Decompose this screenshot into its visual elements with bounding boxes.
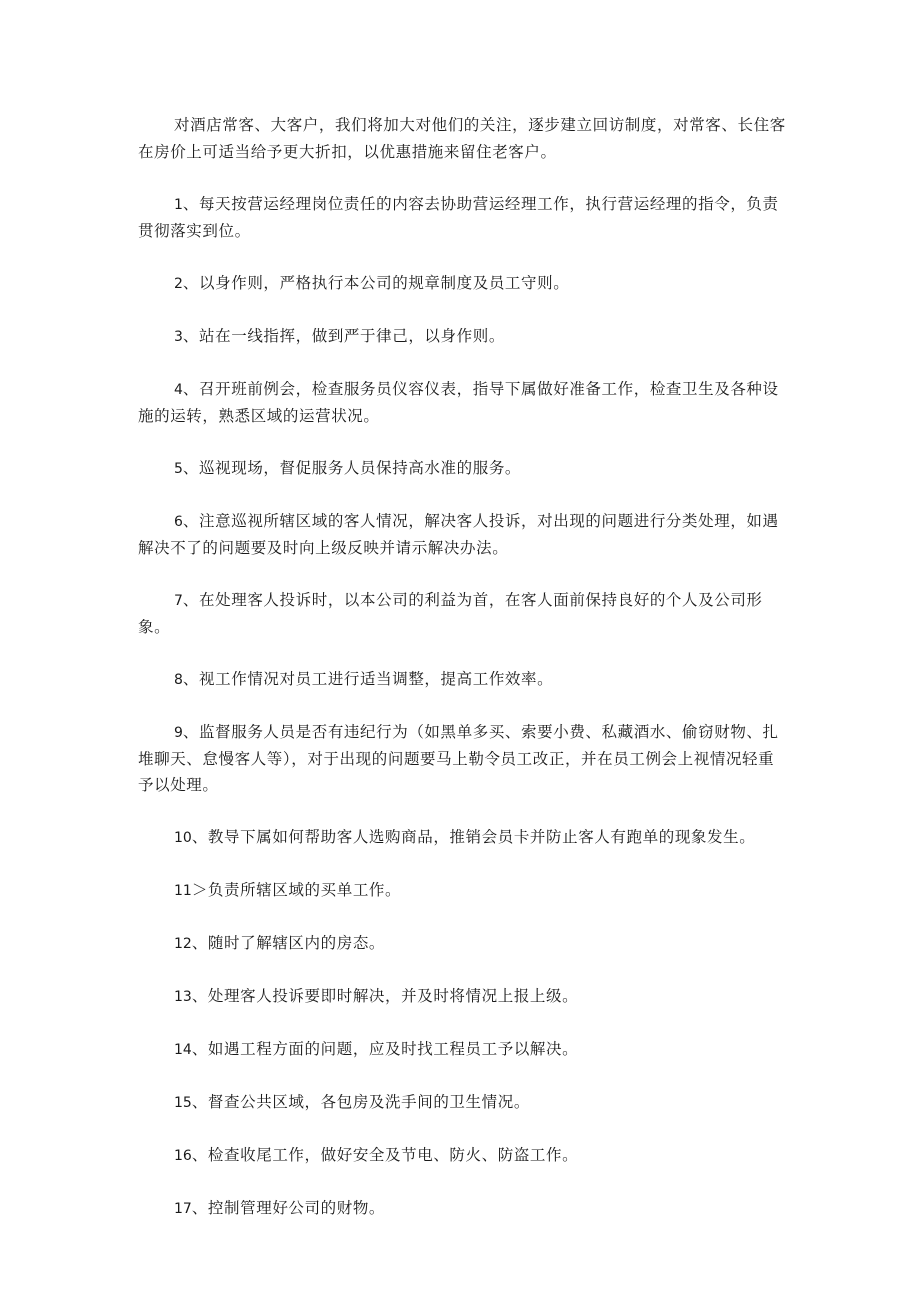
item-number: 17 xyxy=(174,1201,192,1217)
paragraph-text: 、处理客人投诉要即时解决，并及时将情况上报上级。 xyxy=(191,987,579,1005)
item-number: 7 xyxy=(174,593,183,609)
paragraph-text: 、召开班前例会，检查服务员仪容仪表，指导下属做好准备工作，检查卫生及各种设施的运转，熟悉区域的运营状况。 xyxy=(138,380,779,425)
list-item xyxy=(138,930,788,957)
list-item xyxy=(138,1036,788,1063)
paragraph-text: 、随时了解辖区内的房态。 xyxy=(191,934,386,952)
item-number: 1 xyxy=(174,197,183,213)
paragraph-text: 、以身作则，严格执行本公司的规章制度及员工守则。 xyxy=(182,274,570,292)
list-item xyxy=(138,191,788,244)
list-item xyxy=(138,270,788,297)
paragraph-text: 、每天按营运经理岗位责任的内容去协助营运经理工作，执行营运经理的指令，负责贯彻落实到位。 xyxy=(138,195,779,240)
paragraph-text: 对酒店常客、大客户，我们将加大对他们的关注，逐步建立回访制度，对常客、长住客在房价上可适当给予更大折扣，以优惠措施来留住老客户。 xyxy=(138,116,786,161)
list-item xyxy=(138,666,788,693)
list-item xyxy=(138,1195,788,1222)
item-number: 11 xyxy=(174,883,192,899)
paragraph-text: 、监督服务人员是否有违纪行为（如黑单多买、索要小费、私藏酒水、偷窃财物、扎堆聊天、怠慢客人等），对于出现的问题要马上勒令员工改正，并在员工例会上视情况轻重予以处理。 xyxy=(138,723,779,794)
item-number: 8 xyxy=(174,672,183,688)
paragraph-text: 、在处理客人投诉时，以本公司的利益为首，在客人面前保持良好的个人及公司形象。 xyxy=(138,591,763,636)
item-number: 6 xyxy=(174,514,183,530)
list-item xyxy=(138,455,788,482)
item-number: 15 xyxy=(174,1095,192,1111)
paragraph-text: 、视工作情况对员工进行适当调整，提高工作效率。 xyxy=(182,670,554,688)
paragraph-text: ＞负责所辖区域的买单工作。 xyxy=(191,881,402,899)
paragraph-intro xyxy=(138,112,788,165)
list-item xyxy=(138,1089,788,1116)
paragraph-text: 、注意巡视所辖区域的客人情况，解决客人投诉，对出现的问题进行分类处理，如遇解决不了的问题要及时向上级反映并请示解决办法。 xyxy=(138,512,779,557)
paragraph-text: 、控制管理好公司的财物。 xyxy=(191,1199,386,1217)
paragraph-text: 、检查收尾工作，做好安全及节电、防火、防盗工作。 xyxy=(191,1146,579,1164)
item-number: 13 xyxy=(174,989,192,1005)
list-item xyxy=(138,983,788,1010)
item-number: 5 xyxy=(174,461,183,477)
item-number: 12 xyxy=(174,936,192,952)
list-item xyxy=(138,508,788,561)
list-item xyxy=(138,323,788,350)
item-number: 9 xyxy=(174,725,183,741)
document-body xyxy=(138,112,788,1248)
list-item xyxy=(138,719,788,798)
item-number: 10 xyxy=(174,830,192,846)
paragraph-text: 、督查公共区域，各包房及洗手间的卫生情况。 xyxy=(191,1093,530,1111)
item-number: 14 xyxy=(174,1042,192,1058)
list-item xyxy=(138,824,788,851)
item-number: 3 xyxy=(174,329,183,345)
item-number: 16 xyxy=(174,1148,192,1164)
list-item xyxy=(138,1142,788,1169)
list-item xyxy=(138,587,788,640)
paragraph-text: 、站在一线指挥，做到严于律己，以身作则。 xyxy=(182,327,505,345)
item-number: 4 xyxy=(174,382,183,398)
paragraph-text: 、如遇工程方面的问题，应及时找工程员工予以解决。 xyxy=(191,1040,579,1058)
paragraph-text: 、巡视现场，督促服务人员保持高水准的服务。 xyxy=(182,459,522,477)
list-item xyxy=(138,877,788,904)
item-number: 2 xyxy=(174,276,183,292)
list-item xyxy=(138,376,788,429)
paragraph-text: 、教导下属如何帮助客人选购商品，推销会员卡并防止客人有跑单的现象发生。 xyxy=(191,828,756,846)
